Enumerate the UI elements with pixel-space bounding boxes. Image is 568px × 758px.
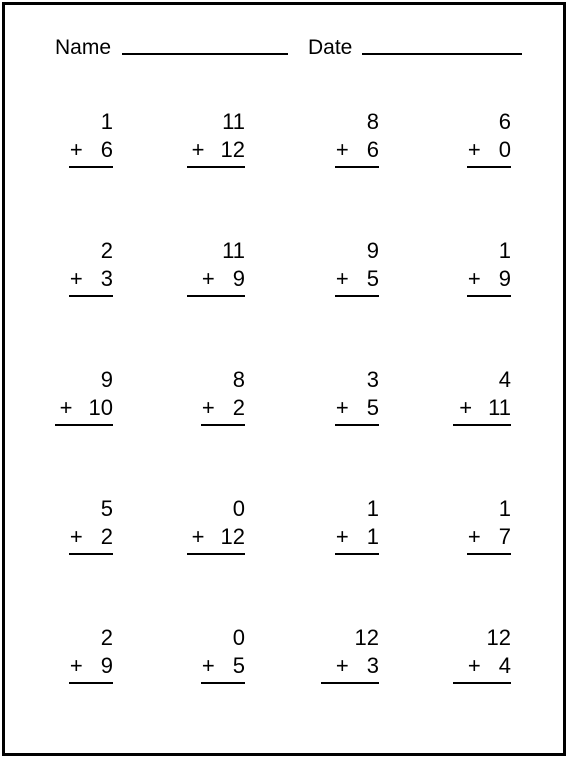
addition-problem (43, 496, 113, 562)
second-addend: 9 (232, 266, 245, 291)
second-addend: 11 (488, 395, 511, 420)
plus-sign: + (467, 653, 481, 678)
second-addend-row (468, 266, 511, 292)
second-addend: 5 (366, 266, 379, 291)
second-addend-row (60, 395, 113, 421)
second-addend-row (202, 395, 245, 421)
first-addend: 0 (232, 496, 245, 521)
second-addend: 1 (366, 524, 379, 549)
second-addend-row (336, 653, 379, 679)
plus-sign: + (69, 524, 83, 549)
plus-sign: + (335, 266, 349, 291)
addition-problem (175, 625, 245, 691)
first-addend: 2 (100, 625, 113, 650)
addition-problem (309, 367, 379, 433)
plus-sign: + (191, 524, 205, 549)
first-addend: 9 (366, 238, 379, 263)
plus-sign: + (335, 395, 349, 420)
answer-rule (335, 166, 379, 168)
second-addend: 5 (366, 395, 379, 420)
plus-sign: + (467, 137, 481, 162)
addition-problem (309, 496, 379, 562)
addition-problem (441, 496, 511, 562)
plus-sign: + (201, 395, 215, 420)
second-addend: 12 (220, 524, 245, 549)
answer-rule (335, 295, 379, 297)
second-addend-row (202, 266, 245, 292)
first-addend: 11 (222, 238, 245, 263)
plus-sign: + (467, 524, 481, 549)
first-addend: 8 (232, 367, 245, 392)
second-addend: 0 (498, 137, 511, 162)
plus-sign: + (69, 653, 83, 678)
addition-problem (175, 496, 245, 562)
first-addend: 3 (366, 367, 379, 392)
second-addend: 4 (498, 653, 511, 678)
first-addend: 1 (498, 496, 511, 521)
second-addend: 2 (232, 395, 245, 420)
answer-rule (467, 295, 511, 297)
first-addend: 12 (354, 625, 379, 650)
answer-rule (69, 553, 113, 555)
answer-rule (187, 295, 245, 297)
second-addend-row (336, 266, 379, 292)
first-addend: 12 (486, 625, 511, 650)
first-addend: 6 (498, 109, 511, 134)
addition-problem (441, 625, 511, 691)
second-addend-row (70, 266, 113, 292)
answer-rule (55, 424, 113, 426)
first-addend: 2 (100, 238, 113, 263)
answer-rule (335, 553, 379, 555)
date-blank-line (362, 53, 522, 55)
answer-rule (201, 682, 245, 684)
plus-sign: + (59, 395, 73, 420)
answer-rule (69, 682, 113, 684)
answer-rule (69, 166, 113, 168)
second-addend-row (468, 653, 511, 679)
second-addend: 9 (498, 266, 511, 291)
addition-problem (309, 238, 379, 304)
plus-sign: + (69, 137, 83, 162)
second-addend-row (192, 137, 245, 163)
second-addend: 3 (100, 266, 113, 291)
addition-problem (43, 109, 113, 175)
plus-sign: + (69, 266, 83, 291)
addition-problem (175, 367, 245, 433)
answer-rule (467, 553, 511, 555)
name-label: Name (55, 36, 112, 59)
plus-sign: + (201, 653, 215, 678)
second-addend: 5 (232, 653, 245, 678)
second-addend: 7 (498, 524, 511, 549)
second-addend-row (70, 137, 113, 163)
answer-rule (467, 166, 511, 168)
addition-problem (175, 238, 245, 304)
first-addend: 9 (100, 367, 113, 392)
first-addend: 8 (366, 109, 379, 134)
addition-problem (43, 367, 113, 433)
first-addend: 1 (366, 496, 379, 521)
plus-sign: + (201, 266, 215, 291)
first-addend: 0 (232, 625, 245, 650)
first-addend: 1 (100, 109, 113, 134)
answer-rule (335, 424, 379, 426)
answer-rule (201, 424, 245, 426)
second-addend: 10 (88, 395, 113, 420)
addition-problem (309, 625, 379, 691)
plus-sign: + (459, 395, 473, 420)
addition-problem (441, 238, 511, 304)
second-addend-row (336, 524, 379, 550)
answer-rule (453, 424, 511, 426)
plus-sign: + (191, 137, 205, 162)
first-addend: 11 (222, 109, 245, 134)
second-addend-row (459, 395, 511, 421)
second-addend-row (192, 524, 245, 550)
second-addend-row (70, 653, 113, 679)
answer-rule (321, 682, 379, 684)
second-addend: 3 (366, 653, 379, 678)
second-addend: 6 (366, 137, 379, 162)
addition-problem (441, 109, 511, 175)
second-addend-row (468, 137, 511, 163)
plus-sign: + (335, 653, 349, 678)
plus-sign: + (467, 266, 481, 291)
answer-rule (453, 682, 511, 684)
second-addend-row (70, 524, 113, 550)
answer-rule (187, 553, 245, 555)
second-addend-row (336, 395, 379, 421)
addition-problem (441, 367, 511, 433)
addition-problem (43, 625, 113, 691)
addition-problem (43, 238, 113, 304)
answer-rule (187, 166, 245, 168)
second-addend: 12 (220, 137, 245, 162)
second-addend: 2 (100, 524, 113, 549)
addition-problem (309, 109, 379, 175)
worksheet-page (2, 2, 566, 756)
first-addend: 4 (498, 367, 511, 392)
first-addend: 5 (100, 496, 113, 521)
second-addend: 6 (100, 137, 113, 162)
date-label: Date (308, 36, 353, 59)
plus-sign: + (335, 137, 349, 162)
answer-rule (69, 295, 113, 297)
second-addend: 9 (100, 653, 113, 678)
plus-sign: + (335, 524, 349, 549)
addition-problem (175, 109, 245, 175)
second-addend-row (336, 137, 379, 163)
second-addend-row (468, 524, 511, 550)
first-addend: 1 (498, 238, 511, 263)
second-addend-row (202, 653, 245, 679)
name-blank-line (122, 53, 288, 55)
